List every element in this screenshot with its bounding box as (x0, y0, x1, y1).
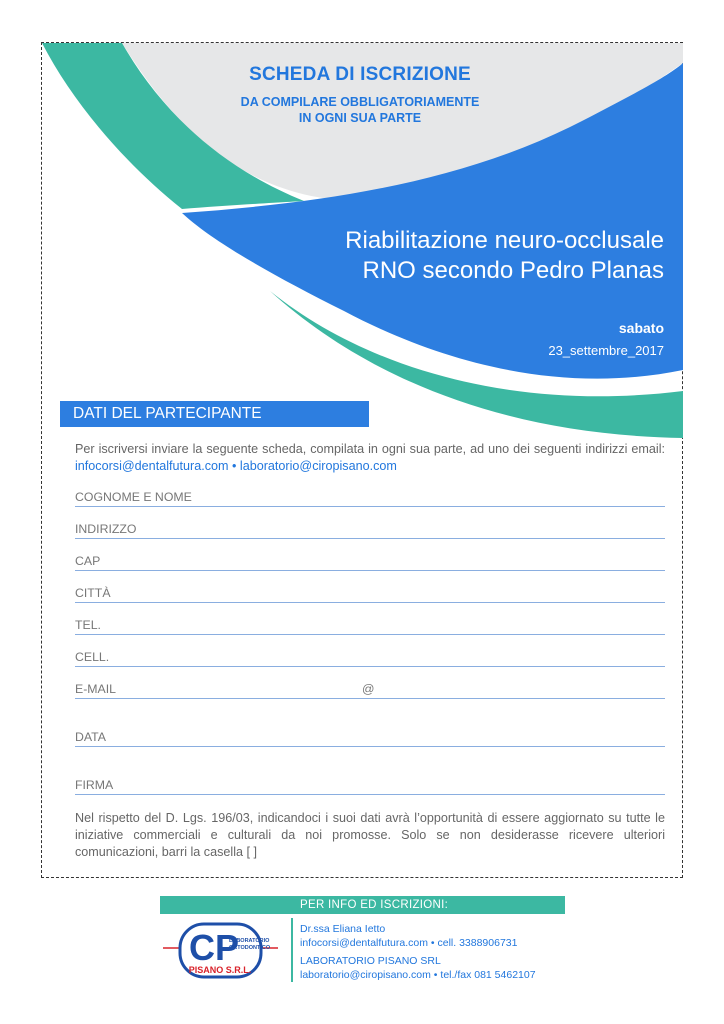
contact-pisano-name: LABORATORIO PISANO SRL (300, 955, 441, 967)
intro-text: Per iscriversi inviare la seguente scheda, compilata in ogni sua parte, ad uno dei seguenti indirizzi email: (75, 442, 665, 456)
section-header-participant: DATI DEL PARTECIPANTE (60, 401, 369, 427)
form-subtitle (160, 94, 560, 126)
course-title-line2: RNO secondo Pedro Planas (362, 257, 664, 284)
field-signature[interactable] (75, 778, 665, 795)
course-day: sabato (618, 320, 664, 336)
field-address[interactable] (75, 522, 665, 539)
field-tel-label: TEL. (75, 618, 101, 632)
field-cell-label: CELL. (75, 650, 110, 664)
company-logo (163, 922, 278, 980)
field-city-label: CITTÀ (75, 586, 111, 600)
contact-pisano (300, 954, 600, 982)
contact-ietto-details[interactable]: infocorsi@dentalfutura.com • cell. 3388906731 (300, 937, 518, 949)
field-cell[interactable] (75, 650, 665, 667)
contact-ietto (300, 922, 600, 950)
contact-ietto-name: Dr.ssa Eliana Ietto (300, 923, 386, 935)
contact-pisano-details[interactable]: laboratorio@ciropisano.com • tel./fax 081 5462107 (300, 969, 536, 981)
field-email-at-sign: @ (362, 682, 375, 696)
field-name[interactable] (75, 490, 665, 507)
field-cap[interactable] (75, 554, 665, 571)
info-bar-title: PER INFO ED ISCRIZIONI: (300, 899, 449, 911)
logo-tagline-line1: LABORATORIO (229, 938, 270, 944)
privacy-notice: Nel rispetto del D. Lgs. 196/03, indicandoci i suoi dati avrà l’opportunità di essere aggiornato su tutte le iniziative commerciali e culturali da noi promosse. Solo se non desiderasse ricevere ulteriori comunicazioni, barri la casella [ ] (75, 811, 665, 859)
footer-divider (291, 918, 293, 982)
email-link-dentalfutura[interactable]: infocorsi@dentalfutura.com (75, 459, 229, 473)
email-separator: • (232, 459, 237, 473)
course-title-line1: Riabilitazione neuro-occlusale (345, 227, 664, 254)
email-link-ciropisano[interactable]: laboratorio@ciropisano.com (239, 459, 397, 473)
logo-company-name: PISANO S.R.L. (188, 965, 252, 975)
field-city[interactable] (75, 586, 665, 603)
info-bar (160, 896, 565, 914)
field-address-label: INDIRIZZO (75, 522, 137, 536)
form-subtitle-line2: IN OGNI SUA PARTE (298, 111, 422, 125)
form-subtitle-line1: DA COMPILARE OBBLIGATORIAMENTE (240, 95, 480, 109)
course-title (345, 226, 664, 286)
logo-tagline-line2: ORTODONTICO (229, 945, 271, 951)
field-date-label: DATA (75, 730, 106, 744)
field-name-label: COGNOME E NOME (75, 490, 192, 504)
form-title: SCHEDA DI ISCRIZIONE (249, 64, 471, 85)
field-tel[interactable] (75, 618, 665, 635)
course-date: 23_settembre_2017 (548, 343, 664, 358)
field-signature-label: FIRMA (75, 778, 114, 792)
field-email-label: E-MAIL (75, 682, 116, 696)
field-cap-label: CAP (75, 554, 101, 568)
field-email[interactable] (75, 682, 665, 699)
logo-initials: CP (189, 927, 240, 968)
intro-text-block (75, 441, 665, 475)
field-date[interactable] (75, 730, 665, 747)
